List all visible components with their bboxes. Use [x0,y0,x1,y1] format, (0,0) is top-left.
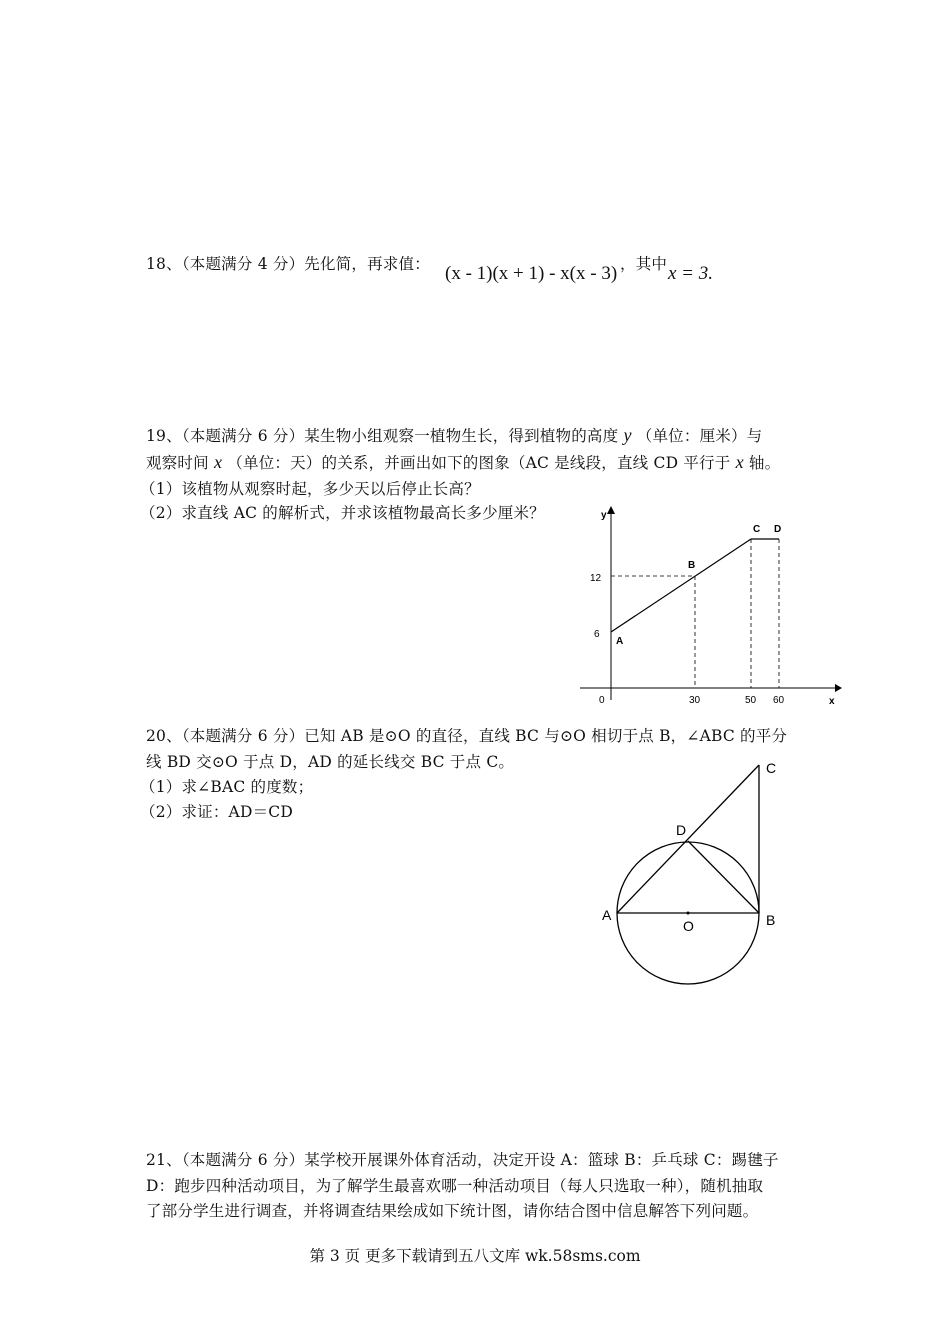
q19-sub1: （1）该植物从观察时起，多少天以后停止长高？ [140,480,480,498]
label-d: D [676,822,687,838]
segment-ac [611,539,751,632]
q19-line2 [146,451,780,473]
x-tick-30: 30 [689,695,701,706]
x-tick-0: 0 [599,695,605,706]
q18-condition [668,263,713,285]
growth-chart [570,500,850,715]
label-a: A [602,907,612,923]
q19-line1-start: 19、（本题满分 6 分）某生物小组观察一植物生长，得到植物的高度 [146,427,619,445]
q19-var-x: x [213,452,223,472]
q19-line1-end: （单位：厘米）与 [636,427,763,445]
q19-line2-mid: （单位：天）的关系，并画出如下的图象（AC 是线段，直线 CD 平行于 [227,454,731,472]
x-axis-arrow [835,684,842,692]
q18-period: . [708,263,714,284]
point-b-label: B [688,560,696,571]
x-axis-label: x [829,696,835,707]
q20-sub2: （2）求证：AD＝CD [140,803,293,821]
label-b: B [766,912,776,928]
y-axis-arrow [607,506,615,514]
q19-sub2: （2）求直线 AC 的解析式，并求该植物最高长多少厘米？ [140,504,545,522]
y-tick-12: 12 [590,573,602,584]
x-tick-60: 60 [773,695,785,706]
q18-text: 18、（本题满分 4 分）先化简，再求值： [146,255,430,273]
q19-line1 [146,424,762,446]
q20-line2: 线 BD 交⊙O 于点 D，AD 的延长线交 BC 于点 C。 [146,753,515,771]
center-point [687,912,690,915]
y-axis-label: y [601,510,607,521]
label-o: O [683,918,694,934]
page-footer: 第 3 页 更多下载请到五八文库 wk.58sms.com [309,1247,641,1265]
circle-figure [590,755,800,995]
y-tick-6: 6 [594,629,600,640]
q19-var-y: y [623,425,632,445]
q21-line3: 了部分学生进行调查，并将调查结果绘成如下统计图，请你结合图中信息解答下列问题。 [146,1202,759,1220]
q21-line2: D：跑步四种活动项目，为了解学生最喜欢哪一种活动项目（每人只选取一种），随机抽取 [146,1177,764,1195]
q18-where: ，其中 [620,255,668,273]
q18-expression: (x - 1)(x + 1) - x(x - 3) [445,263,618,284]
point-a-label: A [616,636,624,647]
q21-line1: 21、（本题满分 6 分）某学校开展课外体育活动，决定开设 A：篮球 B：乒乓球 C：踢毽子 [146,1151,779,1169]
point-d-label: D [774,524,782,535]
q20-line1: 20、（本题满分 6 分）已知 AB 是⊙O 的直径，直线 BC 与⊙O 相切于点 B，∠ABC 的平分 [146,727,788,745]
q19-line2-end: 轴。 [748,454,781,472]
label-c: C [766,760,777,776]
q19-line2-start: 观察时间 [146,454,209,472]
q19-var-x-axis: x [735,452,744,472]
q18-condition-value: x = 3 [668,263,709,284]
point-c-label: C [753,524,761,535]
x-tick-50: 50 [745,695,757,706]
q20-sub1: （1）求∠BAC 的度数； [140,778,314,796]
